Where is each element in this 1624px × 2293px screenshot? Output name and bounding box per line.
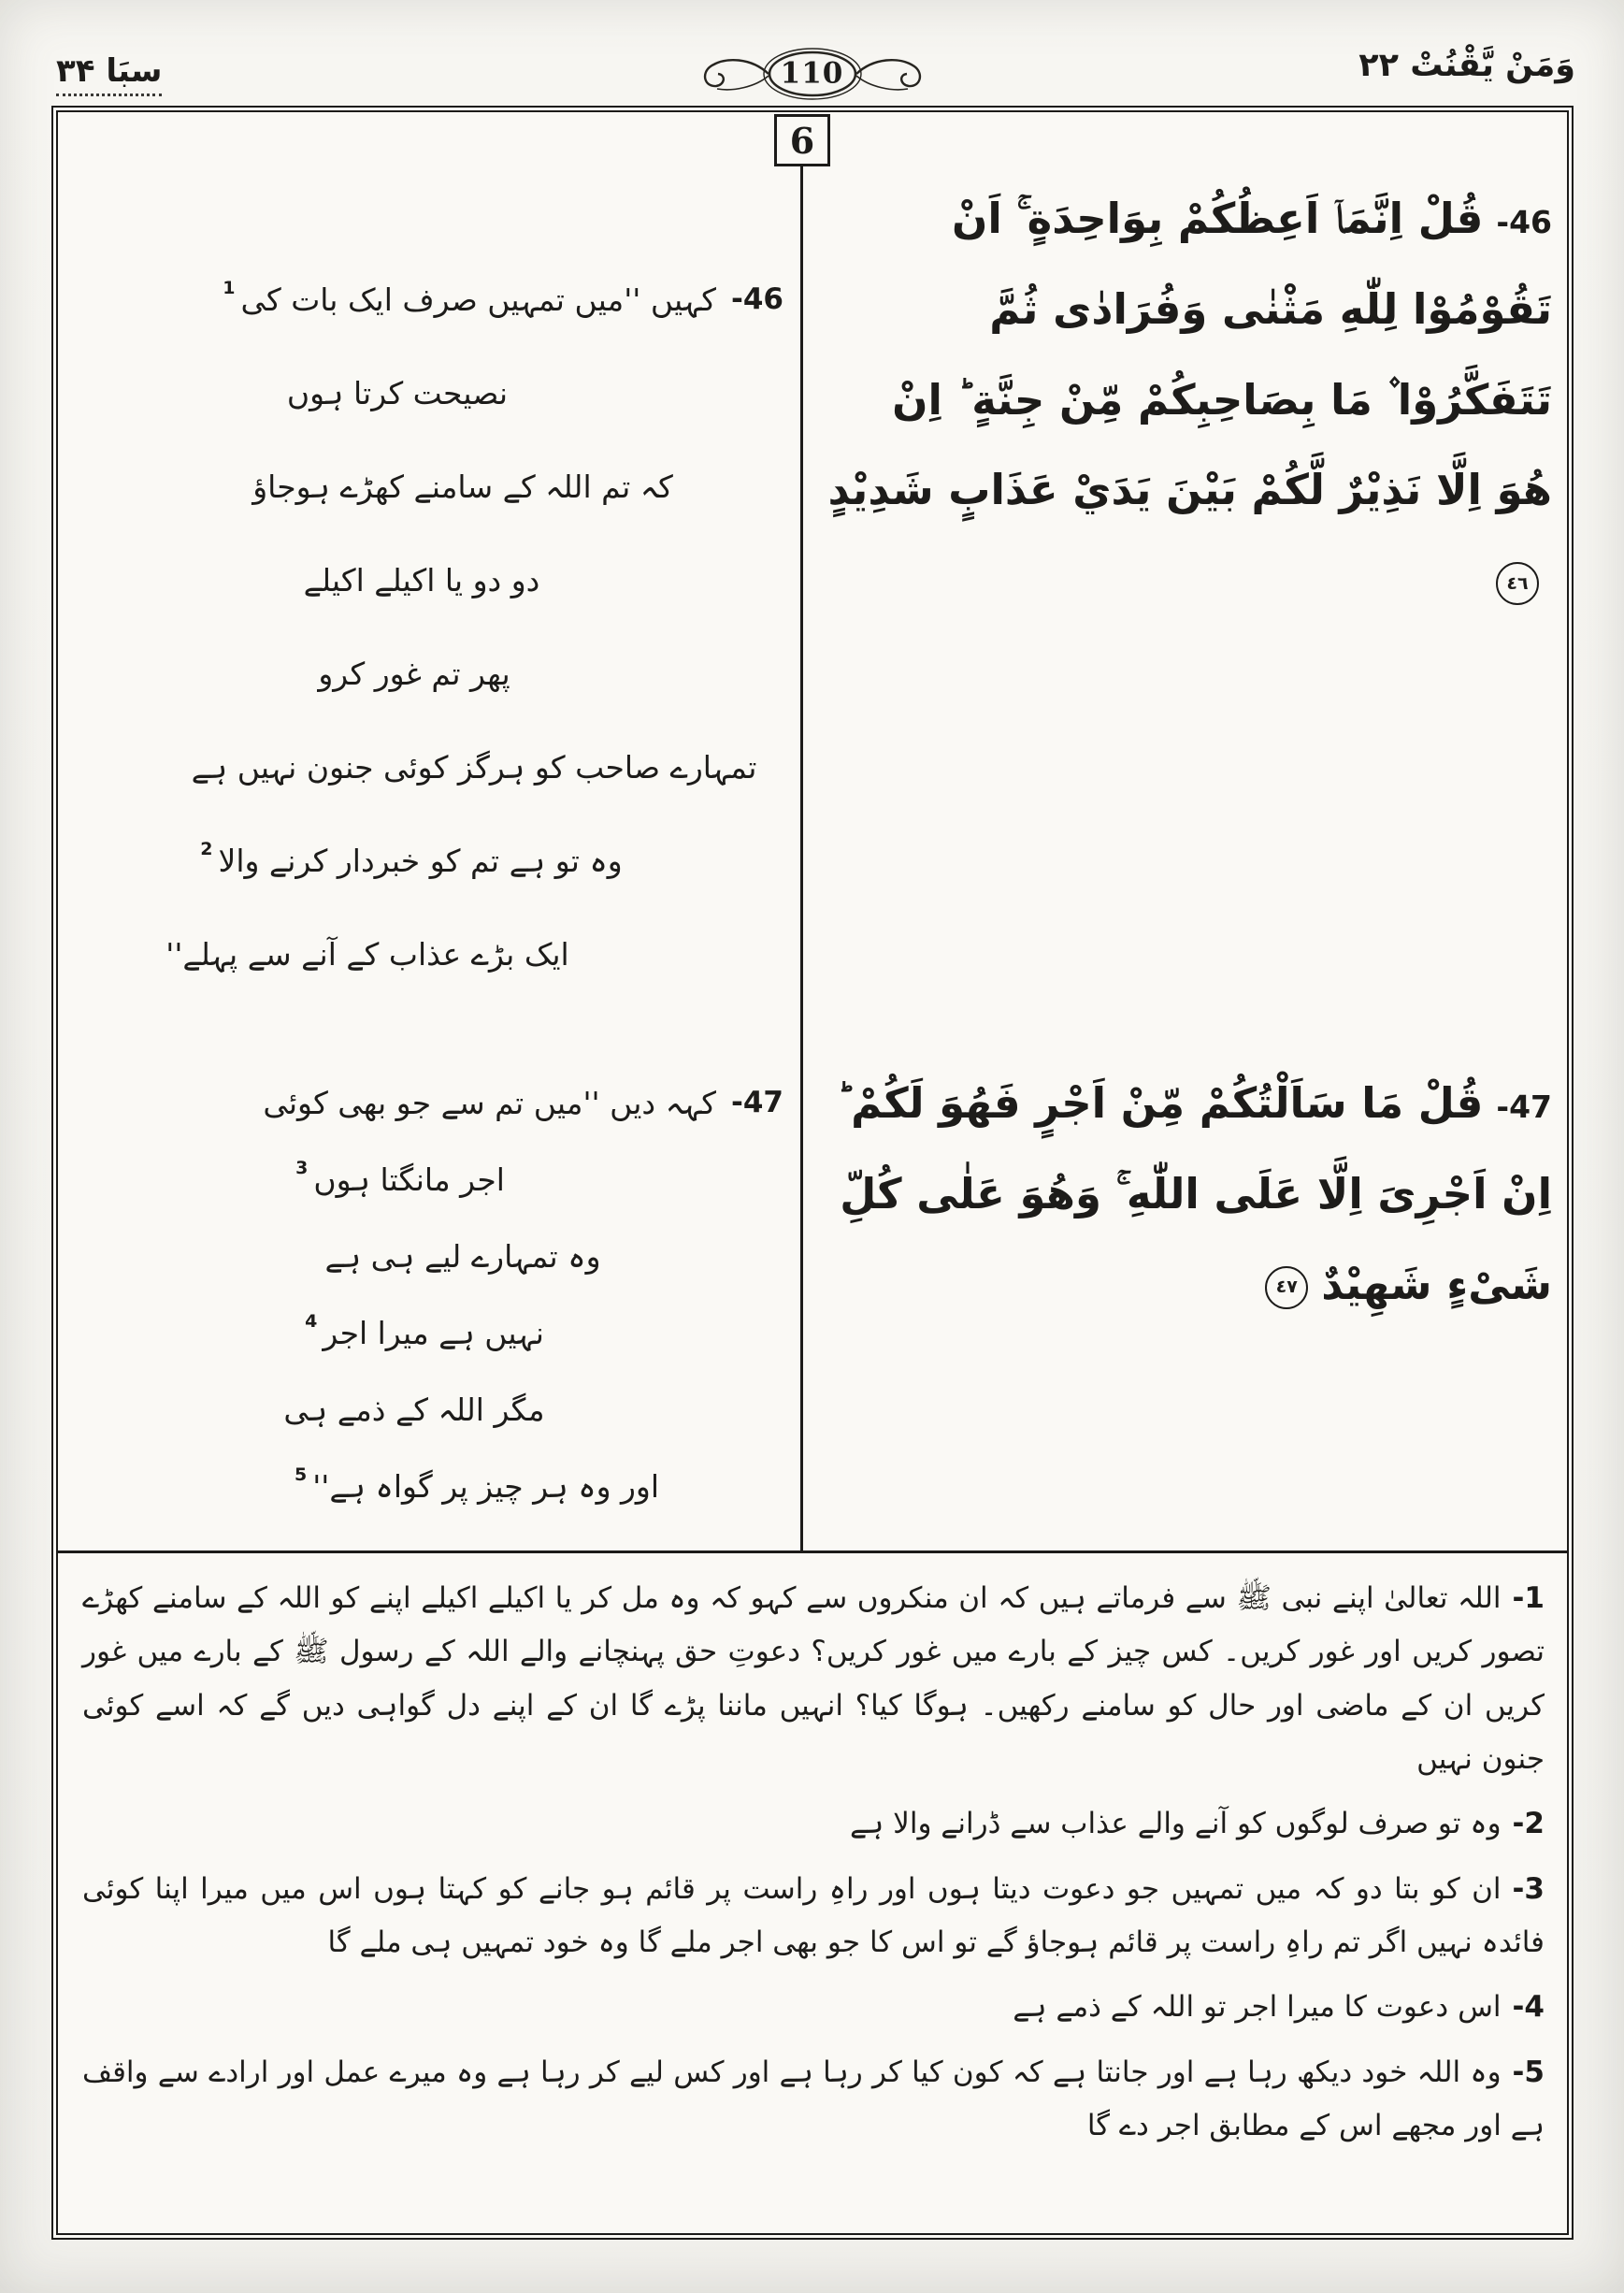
urdu-phrase-text: دو دو یا اکیلے اکیلے — [303, 561, 540, 598]
urdu-phrase-text: پھر تم غور کرو — [318, 655, 510, 692]
verse-number: 46- — [730, 282, 783, 316]
arabic-verse — [825, 1059, 1552, 1330]
ruku-number: 6 — [789, 119, 815, 162]
footnote-ref: 1 — [223, 278, 236, 298]
urdu-phrase — [67, 533, 776, 627]
footnote-number: 3- — [1512, 1871, 1545, 1906]
column-divider — [800, 166, 803, 1550]
page-number-ornament — [686, 47, 939, 101]
footnote-number: 1- — [1512, 1581, 1545, 1615]
footnote-ref: 5 — [294, 1464, 308, 1485]
footnote-ref: 2 — [200, 839, 213, 859]
juz-label: وَمَنْ يَّقْنُتْ ۲۲ — [1358, 47, 1575, 84]
urdu-phrase — [43, 1141, 752, 1218]
urdu-phrase — [120, 720, 828, 814]
urdu-phrase — [75, 252, 783, 346]
urdu-phrase — [108, 1218, 817, 1294]
urdu-phrase-text: مگر اللہ کے ذمے ہی — [283, 1391, 545, 1428]
footnote-text: وہ اللہ خود دیکھ رہا ہے اور جانتا ہے کہ کون کیا کر رہا ہے اور کس لیے کر رہا ہے وہ میرے عمل اور ارادے سے واقف ہے اور مجھے اس کے مطابق اجر دے گا — [82, 2055, 1545, 2143]
urdu-phrase — [60, 627, 769, 720]
urdu-phrase-text: ایک بڑے عذاب کے آنے سے پہلے'' — [165, 935, 569, 973]
verse-columns — [58, 112, 1567, 1550]
urdu-phrase-text: اجر مانگتا ہوں — [313, 1161, 505, 1198]
footnote-text: اللہ تعالیٰ اپنے نبی ﷺ سے فرماتے ہیں کہ ان منکروں سے کہو کہ وہ مل کر یا اکیلے اکیلے اپنے کو اللہ کے سامنے کھڑے تصور کریں اور غور کریں۔ کس چیز کے بارے میں غور کریں؟ دعوتِ حق پہنچانے والے اللہ کے رسول ﷺ کے بارے میں غور کریں ان کے ماضی اور حال کو سامنے رکھیں۔ ہوگا کیا؟ انہیں ماننا پڑے گا ان کے اپنے دل گواہی دیں گے کہ اسے کوئی جنون نہیں — [82, 1581, 1545, 1777]
urdu-phrase-text: نہیں ہے میرا اجر — [323, 1314, 544, 1351]
footnote-text: ان کو بتا دو کہ میں تمہیں جو دعوت دیتا ہوں اور راہِ راست پر قائم ہو جانے کو کہتا ہوں اس میں میرا اپنا کوئی فائدہ نہیں اگر تم راہِ راست پر قائم ہوجاؤ گے تو اس کا جو بھی اجر ملے گا وہ خود تمہیں ہی ملے گا — [82, 1871, 1545, 1960]
footnote — [82, 1981, 1545, 2034]
ruku-number-box — [774, 114, 830, 166]
footnote-text: اس دعوت کا میرا اجر تو اللہ کے ذمے ہے — [1013, 1990, 1502, 2025]
urdu-phrase-text: اور وہ ہر چیز پر گواہ ہے'' — [312, 1467, 660, 1505]
footnotes-section — [58, 1553, 1567, 2175]
urdu-phrase-text: کہیں ''میں تمہیں صرف ایک بات کی — [240, 281, 716, 318]
verse-number: 47- — [1496, 1089, 1552, 1125]
footnote-number: 2- — [1512, 1807, 1545, 1841]
urdu-phrase — [43, 346, 752, 440]
footnote-ref: 3 — [295, 1158, 309, 1178]
footnote-number: 4- — [1512, 1990, 1545, 2025]
urdu-phrase-text: وہ تمہارے لیے ہی ہے — [324, 1237, 601, 1275]
footnote — [82, 2046, 1545, 2154]
running-head — [0, 43, 1624, 105]
urdu-phrase — [13, 907, 722, 1001]
urdu-phrase-text: وہ تو ہے تم کو خبردار کرنے والا — [218, 842, 623, 879]
urdu-phrase-text: نصیحت کرتا ہوں — [286, 374, 509, 411]
arabic-verse-text: قُلْ مَا سَاَلْتُكُمْ مِّنْ اَجْرٍ فَهُوَ لَكُمْ ؕ اِنْ اَجْرِیَ اِلَّا عَلَى اللّٰهِ ۚ وَهُوَ عَلٰى كُلِّ شَیْءٍ شَهِيْدٌ — [836, 1078, 1552, 1309]
urdu-phrase — [108, 440, 817, 533]
ayah-end-marker: ٤٦ — [1496, 562, 1539, 605]
urdu-translation — [75, 252, 783, 1001]
urdu-phrase-text: تمہارے صاحب کو ہرگز کوئی جنون نہیں ہے — [191, 748, 757, 786]
urdu-translation — [75, 1064, 783, 1524]
footnote-ref: 4 — [305, 1311, 318, 1332]
arabic-verse — [825, 174, 1552, 627]
urdu-phrase — [75, 1064, 783, 1141]
page-number: 110 — [780, 56, 844, 91]
footnote-number: 5- — [1512, 2055, 1545, 2089]
ayah-end-marker: ٤٧ — [1265, 1266, 1308, 1309]
urdu-phrase — [60, 1371, 769, 1448]
footnote-text: وہ تو صرف لوگوں کو آنے والے عذاب سے ڈرانے والا ہے — [849, 1807, 1502, 1841]
verse-number: 47- — [730, 1086, 783, 1119]
surah-label: سبَا ۳۴ — [56, 52, 162, 96]
urdu-phrase-text: کہہ دیں ''میں تم سے جو بھی کوئی — [263, 1084, 716, 1121]
verse-number: 46- — [1496, 204, 1552, 240]
footnote — [82, 1572, 1545, 1786]
footnote — [82, 1797, 1545, 1851]
main-frame — [51, 106, 1574, 2240]
urdu-phrase-text: کہ تم اللہ کے سامنے کھڑے ہوجاؤ — [252, 468, 673, 505]
footnote — [82, 1863, 1545, 1970]
arabic-verse-text: قُلْ اِنَّمَاۤ اَعِظُكُمْ بِوَاحِدَةٍ ۚ اَنْ تَقُوْمُوْا لِلّٰهِ مَثْنٰى وَفُرَادٰى ثُمَّ تَتَفَكَّرُوْا ۫ مَا بِصَاحِبِكُمْ مِّنْ جِنَّةٍ ؕ اِنْ هُوَ اِلَّا نَذِيْرٌ لَّكُمْ بَيْنَ يَدَيْ عَذَابٍ شَدِيْدٍ — [827, 194, 1552, 515]
urdu-phrase — [67, 1294, 776, 1371]
urdu-phrase — [54, 814, 763, 907]
urdu-phrase — [120, 1448, 828, 1524]
